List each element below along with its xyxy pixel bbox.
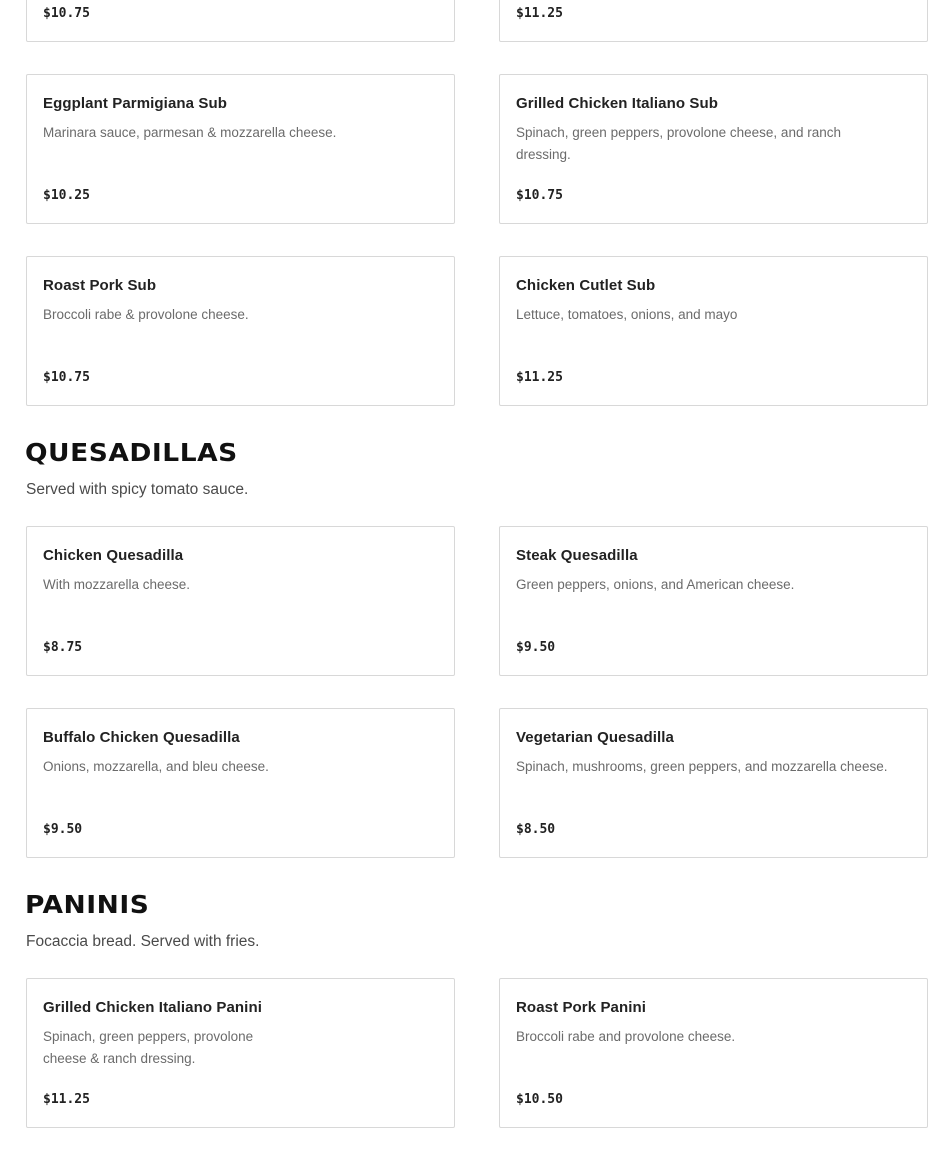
menu-item-price: $10.50 bbox=[516, 1092, 563, 1107]
menu-item-description: Onions, mozzarella, and bleu cheese. bbox=[43, 759, 269, 774]
menu-item-name: Steak Quesadilla bbox=[516, 547, 638, 564]
menu-item-price: $10.75 bbox=[43, 6, 90, 21]
menu-item-description: Broccoli rabe & provolone cheese. bbox=[43, 307, 249, 322]
menu-item-price: $9.50 bbox=[43, 822, 83, 837]
menu-item-price: $9.50 bbox=[516, 640, 556, 655]
menu-item-description: Spinach, mushrooms, green peppers, and mozzarella cheese. bbox=[516, 759, 888, 774]
menu-item-card[interactable] bbox=[499, 978, 928, 1128]
menu-item-card[interactable] bbox=[26, 74, 455, 224]
menu-item-name: Grilled Chicken Italiano Panini bbox=[43, 999, 262, 1016]
section-title-quesadillas: QUESADILLAS bbox=[25, 438, 238, 467]
section-title-paninis: PANINIS bbox=[25, 890, 150, 919]
menu-item-price: $11.25 bbox=[516, 6, 563, 21]
menu-item-name: Roast Pork Panini bbox=[516, 999, 647, 1016]
section-subtitle-paninis: Focaccia bread. Served with fries. bbox=[26, 933, 260, 950]
menu-item-card[interactable] bbox=[26, 0, 455, 42]
section-subtitle-quesadillas: Served with spicy tomato sauce. bbox=[26, 481, 249, 498]
menu-item-name: Chicken Cutlet Sub bbox=[516, 277, 656, 294]
menu-item-name: Buffalo Chicken Quesadilla bbox=[43, 729, 240, 746]
menu-item-name: Grilled Chicken Italiano Sub bbox=[516, 95, 719, 112]
menu-item-price: $10.75 bbox=[43, 370, 90, 385]
menu-item-description: Spinach, green peppers, provolone cheese, and ranch dressing. bbox=[516, 125, 841, 162]
menu-item-card[interactable] bbox=[26, 978, 455, 1128]
menu-item-card[interactable] bbox=[499, 526, 928, 676]
menu-item-card[interactable] bbox=[26, 526, 455, 676]
menu-item-description: Lettuce, tomatoes, onions, and mayo bbox=[516, 307, 738, 322]
menu-item-name: Vegetarian Quesadilla bbox=[516, 729, 675, 746]
menu-item-price: $8.75 bbox=[43, 640, 83, 655]
menu-item-card[interactable] bbox=[26, 256, 455, 406]
menu-item-card[interactable] bbox=[499, 74, 928, 224]
menu-item-description: Broccoli rabe and provolone cheese. bbox=[516, 1029, 736, 1044]
menu-item-name: Eggplant Parmigiana Sub bbox=[43, 95, 227, 112]
menu-item-description: Green peppers, onions, and American cheese. bbox=[516, 577, 795, 592]
menu-item-description: Marinara sauce, parmesan & mozzarella cheese. bbox=[43, 125, 337, 140]
menu-item-name: Roast Pork Sub bbox=[43, 277, 157, 294]
menu-item-card[interactable] bbox=[499, 0, 928, 42]
menu-item-card[interactable] bbox=[499, 708, 928, 858]
menu-item-card[interactable] bbox=[26, 708, 455, 858]
menu-item-description: With mozzarella cheese. bbox=[43, 577, 191, 592]
menu-item-price: $10.75 bbox=[516, 188, 563, 203]
menu-item-price: $11.25 bbox=[516, 370, 563, 385]
menu-item-price: $11.25 bbox=[43, 1092, 90, 1107]
menu-item-description: Spinach, green peppers, provolone cheese & ranch dressing. bbox=[43, 1029, 254, 1066]
menu-item-card[interactable] bbox=[499, 256, 928, 406]
menu-item-name: Chicken Quesadilla bbox=[43, 547, 184, 564]
menu-item-price: $8.50 bbox=[516, 822, 556, 837]
menu-item-price: $10.25 bbox=[43, 188, 90, 203]
